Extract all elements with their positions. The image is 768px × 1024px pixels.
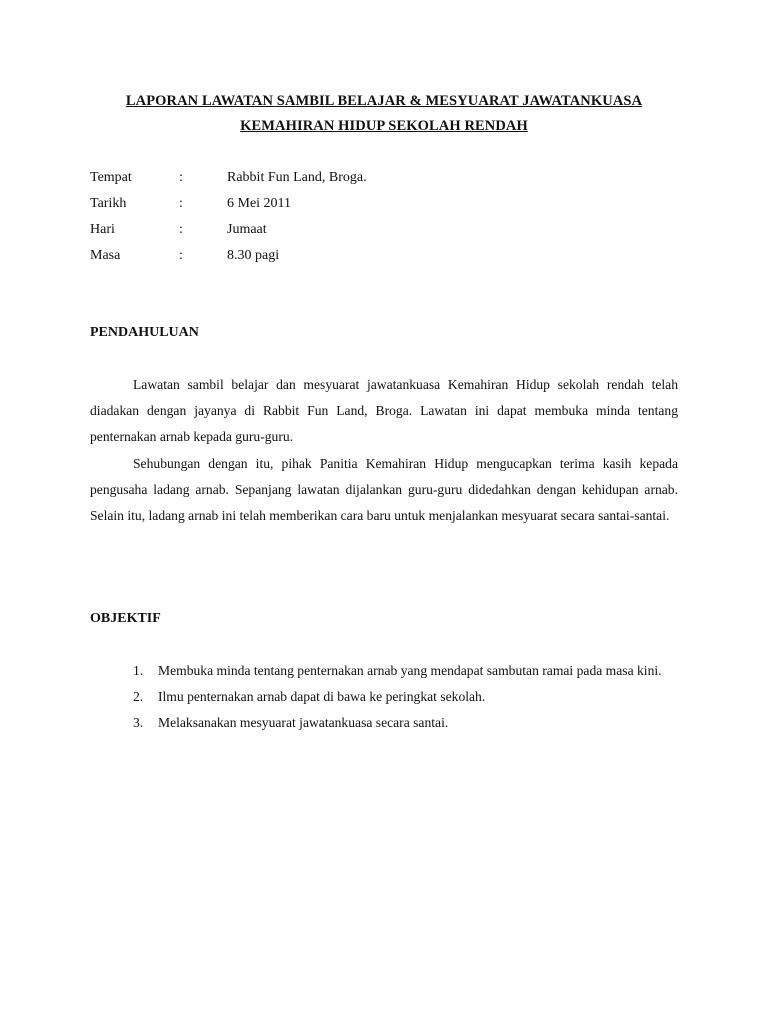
- info-colon: :: [179, 248, 183, 263]
- objective-number: 2.: [133, 689, 144, 704]
- info-colon: :: [179, 170, 183, 185]
- objective-number: 3.: [133, 715, 144, 730]
- objectives-list: [90, 658, 678, 736]
- intro-paragraph-2: Sehubungan dengan itu, pihak Panitia Kemahiran Hidup mengucapkan terima kasih kepada pengusaha ladang arnab. Sepanjang lawatan dijalankan guru-guru didedahkan dengan kehidupan arnab. Selain itu, ladang arnab ini telah memberikan cara baru untuk menjalankan mesyuarat secara santai-santai.: [90, 456, 678, 523]
- info-value: Jumaat: [227, 222, 267, 237]
- objective-text: Ilmu penternakan arnab dapat di bawa ke peringkat sekolah.: [158, 689, 486, 704]
- info-colon: :: [179, 196, 183, 211]
- objective-text: Membuka minda tentang penternakan arnab yang mendapat sambutan ramai pada masa kini.: [158, 663, 662, 678]
- info-value: 8.30 pagi: [227, 248, 280, 263]
- report-title-line-1: LAPORAN LAWATAN SAMBIL BELAJAR & MESYUARAT JAWATANKUASA: [125, 93, 643, 109]
- info-colon: :: [179, 222, 183, 237]
- objective-number: 1.: [133, 663, 144, 678]
- objective-item-1: [90, 658, 678, 684]
- report-title-line-2: KEMAHIRAN HIDUP SEKOLAH RENDAH: [240, 118, 528, 134]
- objective-item-3: [90, 710, 678, 736]
- section-heading-pendahuluan: PENDAHULUAN: [90, 325, 199, 340]
- info-label: Tarikh: [90, 196, 127, 211]
- intro-paragraph-1: Lawatan sambil belajar dan mesyuarat jawatankuasa Kemahiran Hidup sekolah rendah telah diadakan dengan jayanya di Rabbit Fun Land, Broga. Lawatan ini dapat membuka minda tentang penternakan arnab kepada guru-guru.: [90, 377, 678, 444]
- objective-item-2: [90, 684, 678, 710]
- section-heading-objektif: OBJEKTIF: [90, 611, 161, 626]
- info-value: Rabbit Fun Land, Broga.: [227, 170, 367, 185]
- info-label: Tempat: [90, 170, 132, 185]
- info-value: 6 Mei 2011: [227, 196, 292, 211]
- info-label: Hari: [90, 222, 115, 237]
- objective-text: Melaksanakan mesyuarat jawatankuasa secara santai.: [158, 715, 449, 730]
- info-label: Masa: [90, 248, 121, 263]
